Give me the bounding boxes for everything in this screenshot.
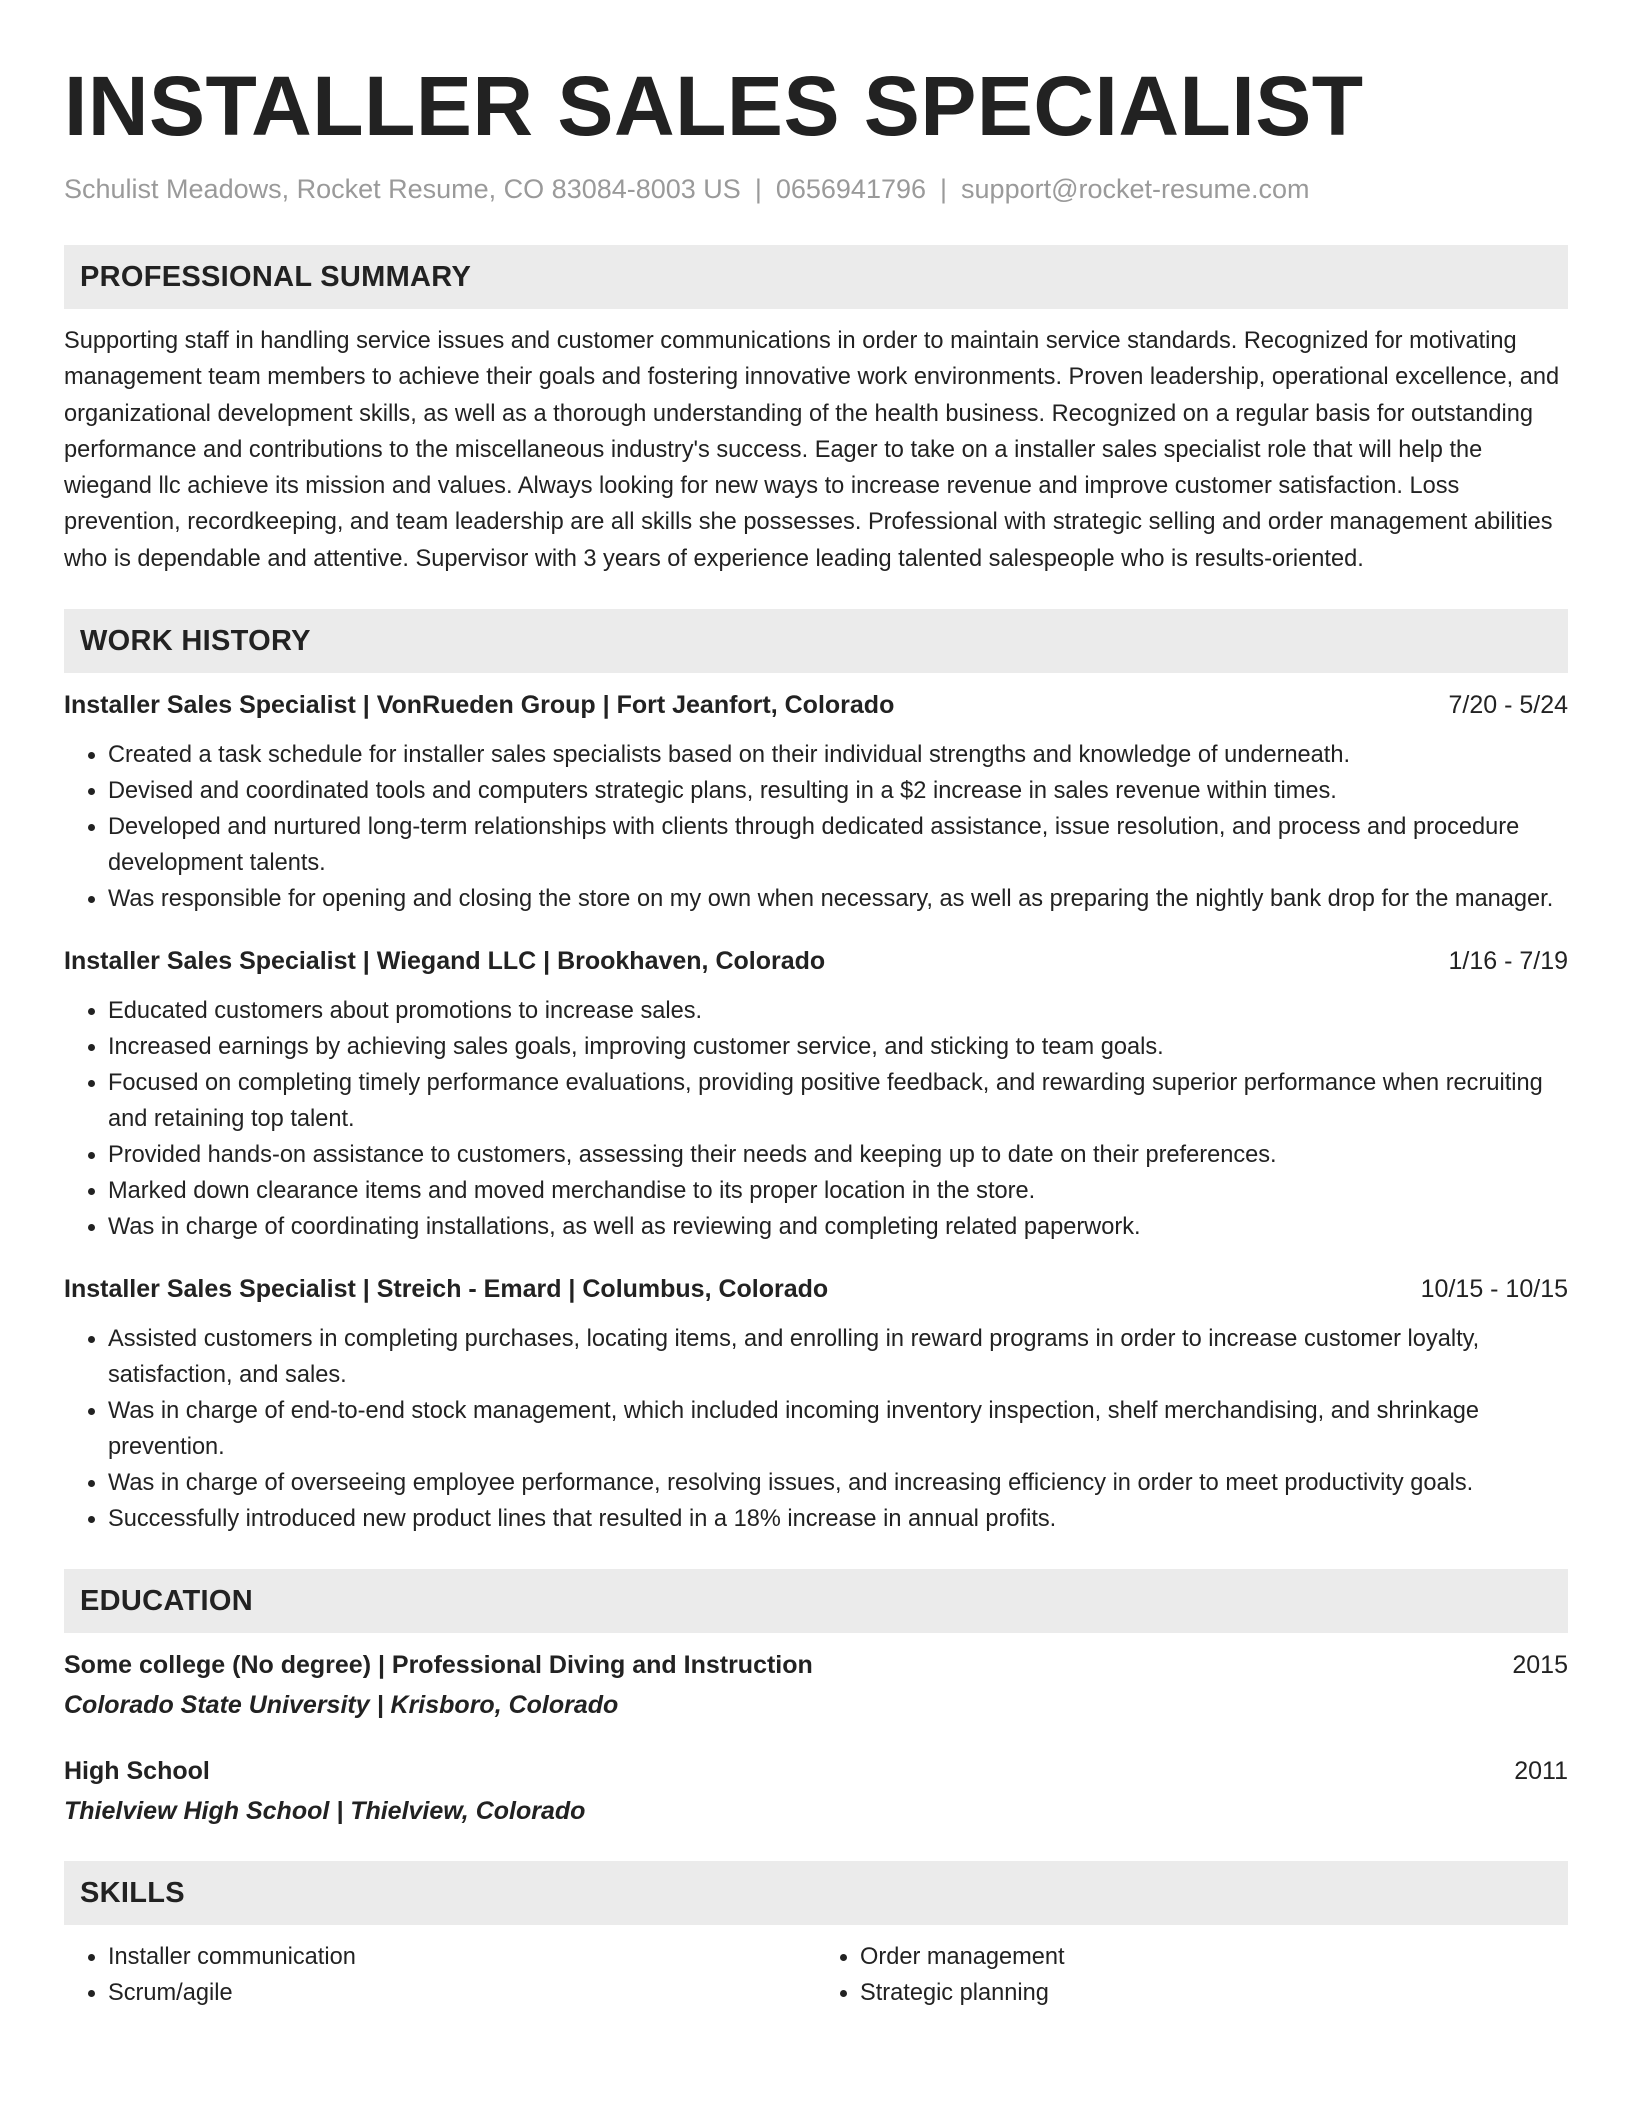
job-bullet: • Was responsible for opening and closing the store on my own when necessary, as well as preparing the nightly bank drop for the manager. bbox=[108, 881, 1568, 917]
education-entry bbox=[64, 1647, 1568, 1723]
job-header bbox=[64, 943, 1568, 979]
job-title: Installer Sales Specialist | Streich - Emard | Columbus, Colorado bbox=[64, 1275, 829, 1304]
job-bullet: • Developed and nurtured long-term relationships with clients through dedicated assistance, issue resolution, and process and procedure development talents. bbox=[108, 809, 1568, 881]
job-bullet: • Provided hands-on assistance to customers, assessing their needs and keeping up to date on their preferences. bbox=[108, 1137, 1568, 1173]
education-title: Some college (No degree) | Professional Diving and Instruction bbox=[64, 1651, 813, 1680]
job-bullet: • Was in charge of coordinating installations, as well as reviewing and completing related paperwork. bbox=[108, 1209, 1568, 1245]
skill-item: • Scrum/agile bbox=[108, 1975, 816, 2011]
skills-grid bbox=[64, 1939, 1568, 2011]
contact-separator: | bbox=[940, 174, 948, 204]
job-bullet: • Assisted customers in completing purchases, locating items, and enrolling in reward programs in order to increase customer loyalty, satisfaction, and sales. bbox=[108, 1321, 1568, 1393]
job-bullets bbox=[64, 1321, 1568, 1537]
contact-phone: 0656941796 bbox=[775, 174, 927, 204]
contact-separator: | bbox=[754, 174, 762, 204]
job-title: Installer Sales Specialist | Wiegand LLC | Brookhaven, Colorado bbox=[64, 947, 826, 976]
education-header bbox=[64, 1647, 1568, 1683]
education-header bbox=[64, 1753, 1568, 1789]
section-heading-work-history: WORK HISTORY bbox=[64, 609, 1568, 673]
section-heading-education: EDUCATION bbox=[64, 1569, 1568, 1633]
skills-list-right bbox=[816, 1939, 1568, 2011]
job-entry bbox=[64, 943, 1568, 1245]
job-entry bbox=[64, 687, 1568, 917]
education-school: Thielview High School | Thielview, Colorado bbox=[64, 1797, 586, 1826]
skill-item: • Strategic planning bbox=[860, 1975, 1568, 2011]
education-year: 2015 bbox=[1512, 1651, 1568, 1680]
job-header bbox=[64, 687, 1568, 723]
job-dates: 10/15 - 10/15 bbox=[1420, 1275, 1568, 1304]
job-bullet: • Was in charge of end-to-end stock management, which included incoming inventory inspection, shelf merchandising, and shrinkage prevention. bbox=[108, 1393, 1568, 1465]
job-bullet: • Focused on completing timely performance evaluations, providing positive feedback, and rewarding superior performance when recruiting and retaining top talent. bbox=[108, 1065, 1568, 1137]
section-heading-skills: SKILLS bbox=[64, 1861, 1568, 1925]
job-header bbox=[64, 1271, 1568, 1307]
job-dates: 1/16 - 7/19 bbox=[1448, 947, 1568, 976]
section-heading-summary: PROFESSIONAL SUMMARY bbox=[64, 245, 1568, 309]
skills-list-left bbox=[64, 1939, 816, 2011]
job-bullet: • Was in charge of overseeing employee performance, resolving issues, and increasing efficiency in order to meet productivity goals. bbox=[108, 1465, 1568, 1501]
job-bullet: • Increased earnings by achieving sales goals, improving customer service, and sticking to team goals. bbox=[108, 1029, 1568, 1065]
job-bullet: • Educated customers about promotions to increase sales. bbox=[108, 993, 1568, 1029]
job-entry bbox=[64, 1271, 1568, 1537]
summary-text: Supporting staff in handling service issues and customer communications in order to maintain service standards. Recognized for motivating management team members to achieve their goals and fostering innovative work environments. Proven leadership, operational excellence, and organizational development skills, as well as a thorough understanding of the health business. Recognized on a regular basis for outstanding performance and contributions to the miscellaneous industry's success. Eager to take on a installer sales specialist role that will help the wiegand llc achieve its mission and values. Always looking for new ways to increase revenue and improve customer satisfaction. Loss prevention, recordkeeping, and team leadership are all skills she possesses. Professional with strategic selling and order management abilities who is dependable and attentive. Supervisor with 3 years of experience leading talented salespeople who is results-oriented. bbox=[64, 328, 1560, 572]
job-dates: 7/20 - 5/24 bbox=[1448, 691, 1568, 720]
skill-item: • Installer communication bbox=[108, 1939, 816, 1975]
skill-item: • Order management bbox=[860, 1939, 1568, 1975]
job-bullets bbox=[64, 993, 1568, 1245]
skills-section bbox=[64, 1861, 1568, 2011]
job-bullet: • Successfully introduced new product lines that resulted in a 18% increase in annual profits. bbox=[108, 1501, 1568, 1537]
education-entry bbox=[64, 1753, 1568, 1829]
job-bullets bbox=[64, 737, 1568, 917]
job-title: Installer Sales Specialist | VonRueden Group | Fort Jeanfort, Colorado bbox=[64, 691, 895, 720]
work-history-section bbox=[64, 609, 1568, 1537]
job-bullet: • Created a task schedule for installer sales specialists based on their individual strengths and knowledge of underneath. bbox=[108, 737, 1568, 773]
candidate-name: INSTALLER SALES SPECIALIST bbox=[64, 59, 1364, 153]
job-bullet: • Devised and coordinated tools and computers strategic plans, resulting in a $2 increase in sales revenue within times. bbox=[108, 773, 1568, 809]
education-school: Colorado State University | Krisboro, Colorado bbox=[64, 1691, 619, 1720]
education-year: 2011 bbox=[1514, 1757, 1568, 1786]
contact-address: Schulist Meadows, Rocket Resume, CO 83084-8003 US bbox=[64, 174, 741, 204]
education-title: High School bbox=[64, 1757, 210, 1786]
contact-line bbox=[64, 174, 1568, 205]
education-section bbox=[64, 1569, 1568, 1829]
job-bullet: • Marked down clearance items and moved merchandise to its proper location in the store. bbox=[108, 1173, 1568, 1209]
contact-email: support@rocket-resume.com bbox=[961, 174, 1310, 204]
